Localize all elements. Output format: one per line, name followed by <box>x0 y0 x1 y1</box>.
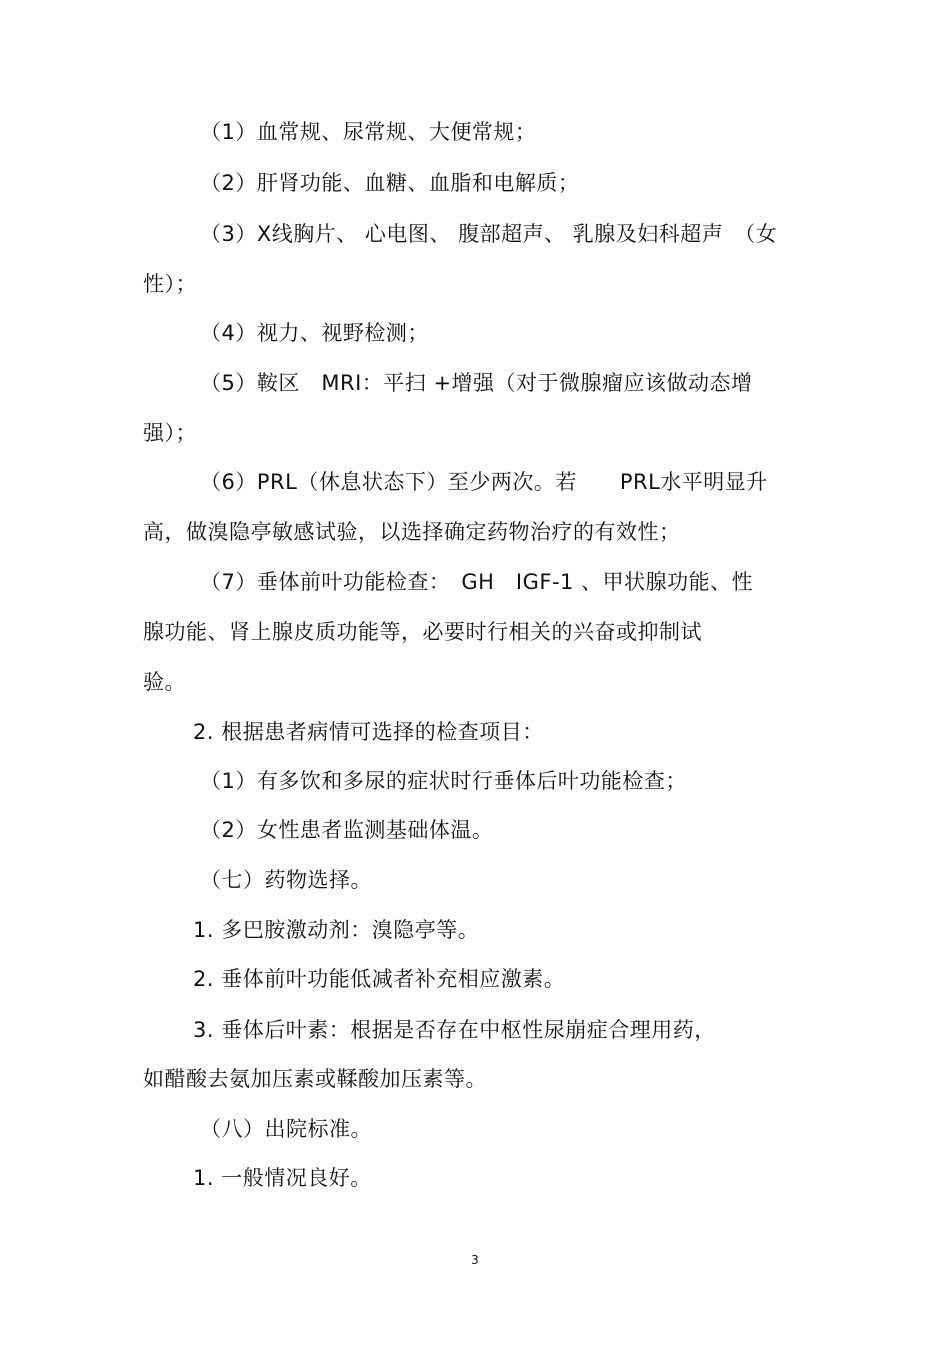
paragraph-line: （3）X线胸片、 心电图、 腹部超声、 乳腺及妇科超声 （女 <box>200 222 778 246</box>
paragraph-line: 2. 垂体前叶功能低减者补充相应激素。 <box>193 967 566 991</box>
paragraph-line: 强）； <box>143 421 197 445</box>
paragraph-line: （1）血常规、尿常规、大便常规； <box>200 120 537 144</box>
paragraph-line: 验。 <box>143 670 186 694</box>
paragraph-line: 如醋酸去氨加压素或鞣酸加压素等。 <box>143 1067 487 1091</box>
paragraph-line: （4）视力、视野检测； <box>200 321 429 345</box>
paragraph-line: （2）肝肾功能、血糖、血脂和电解质； <box>200 171 580 195</box>
paragraph-line: （6）PRL（休息状态下）至少两次。若 PRL水平明显升 <box>200 470 768 494</box>
paragraph-line: （5）鞍区 MRI：平扫 +增强（对于微腺瘤应该做动态增 <box>200 371 753 395</box>
paragraph-line: （7）垂体前叶功能检查： GH IGF-1 、甲状腺功能、性 <box>200 570 754 594</box>
paragraph-line: 1. 多巴胺激动剂：溴隐亭等。 <box>193 918 480 942</box>
paragraph-line: 3. 垂体后叶素：根据是否存在中枢性尿崩症合理用药， <box>193 1018 716 1042</box>
page-number: 3 <box>471 1253 479 1267</box>
paragraph-line: 高，做溴隐亭敏感试验，以选择确定药物治疗的有效性； <box>143 520 681 544</box>
paragraph-line: （七）药物选择。 <box>200 868 372 892</box>
paragraph-line: 1. 一般情况良好。 <box>193 1166 372 1190</box>
paragraph-line: （八）出院标准。 <box>200 1117 372 1141</box>
paragraph-line: （2）女性患者监测基础体温。 <box>200 818 494 842</box>
paragraph-line: （1）有多饮和多尿的症状时行垂体后叶功能检查； <box>200 769 687 793</box>
paragraph-line: 腺功能、肾上腺皮质功能等，必要时行相关的兴奋或抑制试 <box>143 620 702 644</box>
paragraph-line: 2. 根据患者病情可选择的检查项目： <box>193 720 544 744</box>
paragraph-line: 性）； <box>143 272 197 296</box>
